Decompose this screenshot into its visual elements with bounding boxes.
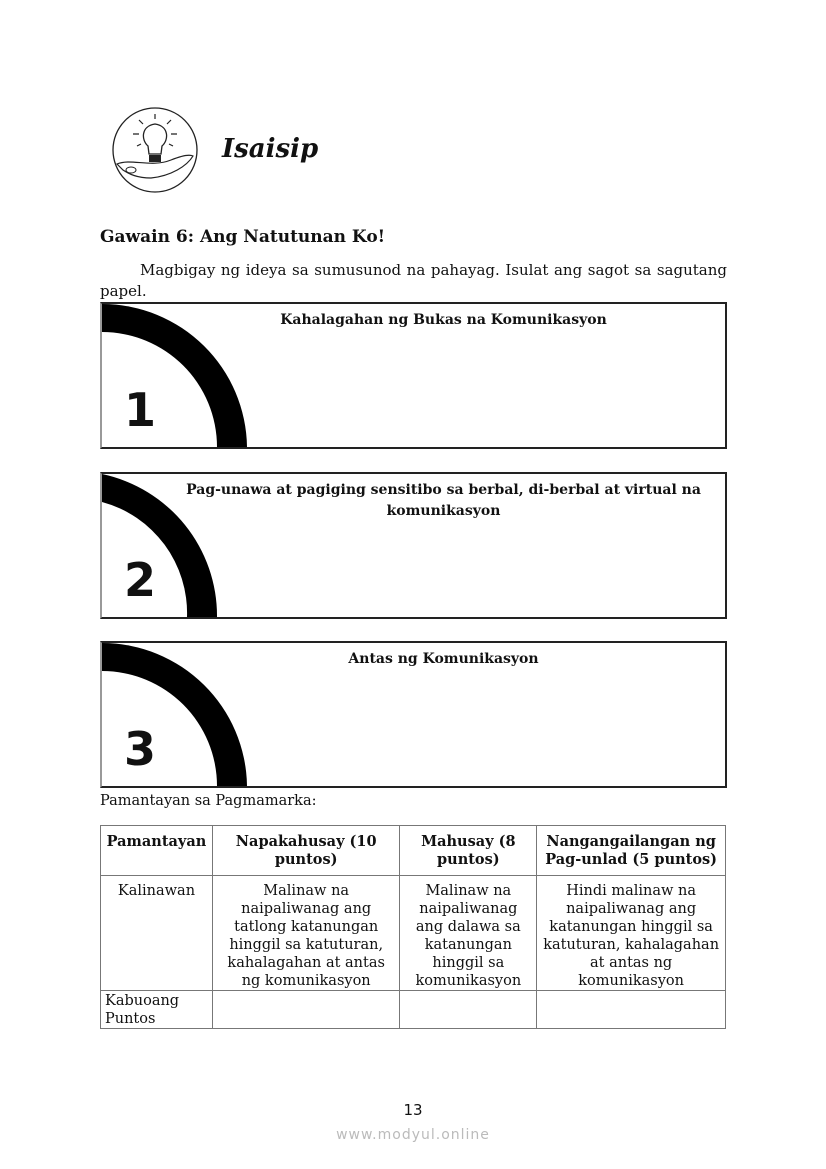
header-excellent: Napakahusay (10 puntos) [212,826,399,876]
cell [212,991,399,1029]
box-heading: Antas ng Komunikasyon [348,651,539,667]
rubric-table [100,825,726,1029]
answer-box-3 [100,641,727,788]
watermark: www.modyul.online [336,1127,490,1143]
answer-box-2 [100,472,727,619]
header-good: Mahusay (8 puntos) [400,826,537,876]
cell: Malinaw na naipaliwanag ang dalawa sa katanungan hinggil sa komunikasyon [400,876,537,991]
box-number: 3 [124,722,157,776]
activity-title: Gawain 6: Ang Natutunan Ko! [100,227,386,247]
lightbulb-hand-icon [111,106,199,194]
answer-box-1 [100,302,727,449]
header-needs-improvement: Nangangailangan ng Pag-unlad (5 puntos) [537,826,726,876]
instructions: Magbigay ng ideya sa sumusunod na pahayag. Isulat ang sagot sa sagutang papel. [100,261,727,300]
cell [400,991,537,1029]
box-heading: Pag-unawa at pagiging sensitibo sa berbal, di-berbal at virtual na komunikasyon [186,482,701,519]
cell: Hindi malinaw na naipaliwanag ang katanungan hinggil sa katuturan, kahalagahan at antas ng komunikasyon [537,876,726,991]
cell: Malinaw na naipaliwanag ang tatlong katanungan hinggil sa katuturan, kahalagahan at antas ng komunikasyon [212,876,399,991]
table-row [101,991,726,1029]
page-number: 13 [403,1101,423,1119]
box-heading: Kahalagahan ng Bukas na Komunikasyon [280,312,607,328]
cell: Kalinawan [101,876,213,991]
rubric-label: Pamantayan sa Pagmamarka: [100,793,317,809]
cell: Kabuoang Puntos [101,991,213,1029]
box-number: 2 [124,553,157,607]
box-number: 1 [124,383,157,437]
table-row [101,876,726,991]
cell [537,991,726,1029]
table-header-row [101,826,726,876]
header-criteria: Pamantayan [101,826,213,876]
section-title: Isaisip [222,134,319,164]
